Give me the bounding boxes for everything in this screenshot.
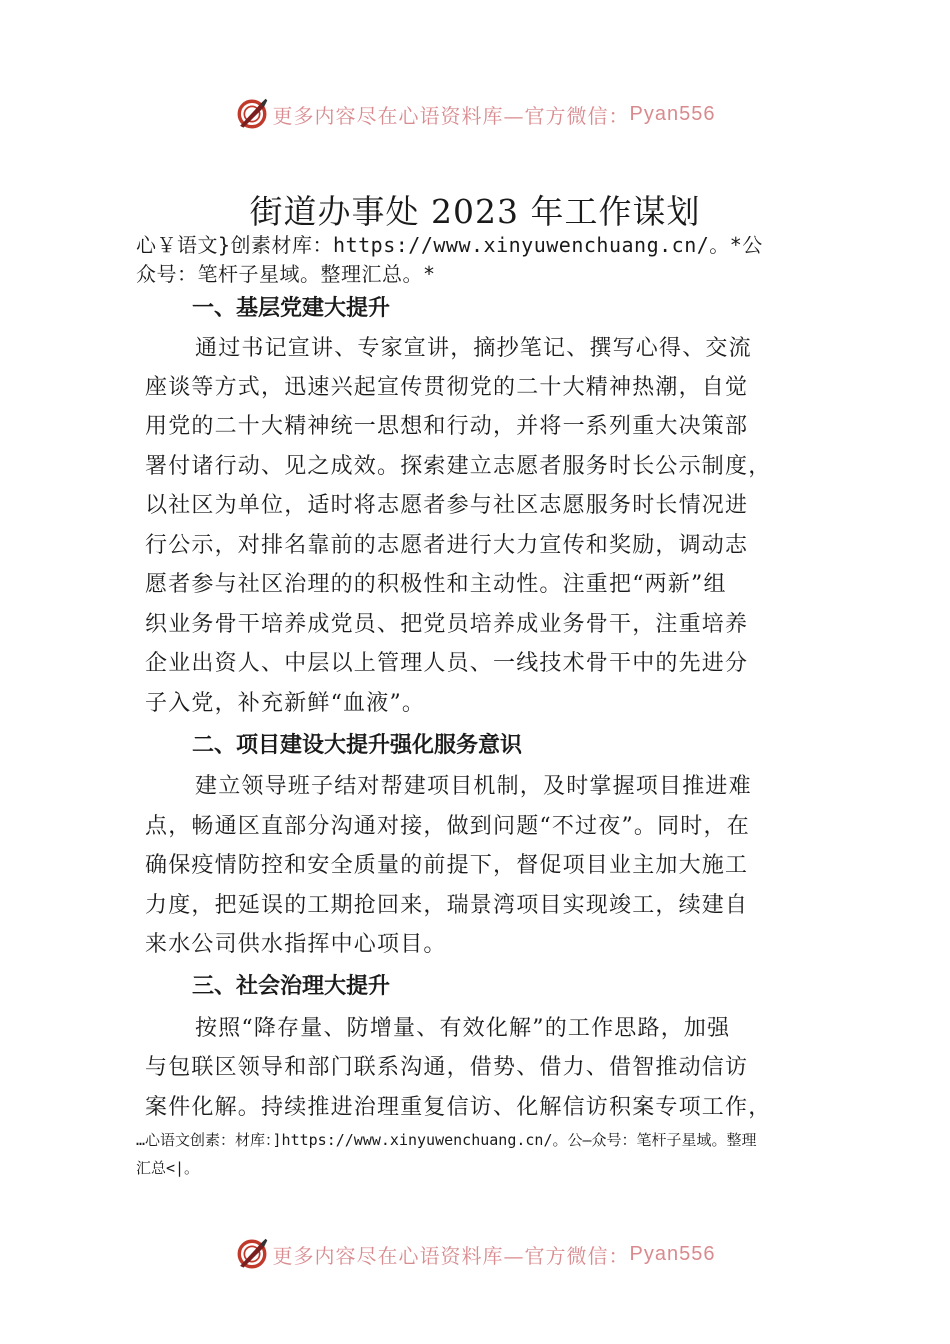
paragraph-line: 子入党，补充新鲜“血液”。 (145, 691, 426, 716)
paragraph-line: 署付诸行动、见之成效。探索建立志愿者服务时长公示制度， (145, 454, 772, 479)
pen-logo-icon (235, 1237, 269, 1271)
paragraph-line: 织业务骨干培养成党员、把党员培养成业务骨干，注重培养 (145, 612, 749, 637)
paragraph-line: 行公示，对排名靠前的志愿者进行大力宣传和奖励，调动志 (145, 533, 749, 558)
paragraph-line: 建立领导班子结对帮建项目机制，及时掌握项目推进难 (195, 774, 752, 799)
banner-text: 更多内容尽在心语资料库—官方微信： (272, 1243, 630, 1268)
paragraph-line: 案件化解。持续推进治理重复信访、化解信访积案专项工作， (145, 1095, 772, 1120)
paragraph-line: 愿者参与社区治理的的积极性和主动性。注重把“两新”组 (145, 572, 727, 597)
paragraph-line: 通过书记宣讲、专家宣讲，摘抄笔记、撰写心得、交流 (195, 336, 752, 361)
section-heading: 一、基层党建大提升 (192, 296, 391, 321)
paragraph-line: 与包联区领导和部门联系沟通，借势、借力、借智推动信访 (145, 1055, 749, 1080)
paragraph-line: 力度，把延误的工期抢回来，瑞景湾项目实现竣工，续建自 (145, 893, 749, 918)
paragraph-line: 确保疫情防控和安全质量的前提下，督促项目业主加大施工 (145, 853, 749, 878)
bottom-banner (0, 1234, 950, 1274)
banner-wechat-id: Pyan556 (629, 102, 716, 125)
source-note-line: 心￥语文}创素材库：https://www.xinyuwenchuang.cn/。*公 (136, 233, 763, 257)
pen-logo-icon (235, 97, 269, 131)
paragraph-line: 按照“降存量、防增量、有效化解”的工作思路，加强 (195, 1016, 731, 1041)
section-heading: 三、社会治理大提升 (192, 974, 391, 999)
footer-note-line: …心语文创素：材库：]https://www.xinyuwenchuang.cn/。公—众号：笔杆子星域。整理 (136, 1131, 757, 1149)
paragraph-line: 用党的二十大精神统一思想和行动，并将一系列重大决策部 (145, 414, 749, 439)
document-title: 街道办事处 2023 年工作谋划 (249, 192, 701, 231)
paragraph-line: 点，畅通区直部分沟通对接，做到问题“不过夜”。同时，在 (145, 814, 750, 839)
section-heading: 二、项目建设大提升强化服务意识 (192, 733, 523, 758)
paragraph-line: 企业出资人、中层以上管理人员、一线技术骨干中的先进分 (145, 651, 749, 676)
paragraph-line: 座谈等方式，迅速兴起宣传贯彻党的二十大精神热潮，自觉 (145, 375, 749, 400)
paragraph-line: 以社区为单位，适时将志愿者参与社区志愿服务时长情况进 (145, 493, 749, 518)
banner-wechat-id: Pyan556 (629, 1242, 716, 1265)
banner-text: 更多内容尽在心语资料库—官方微信： (272, 103, 630, 128)
top-banner (0, 94, 950, 134)
paragraph-line: 来水公司供水指挥中心项目。 (145, 932, 447, 957)
footer-note-line: 汇总<|。 (136, 1159, 200, 1177)
source-note-line: 众号：笔杆子星域。整理汇总。* (136, 262, 436, 286)
